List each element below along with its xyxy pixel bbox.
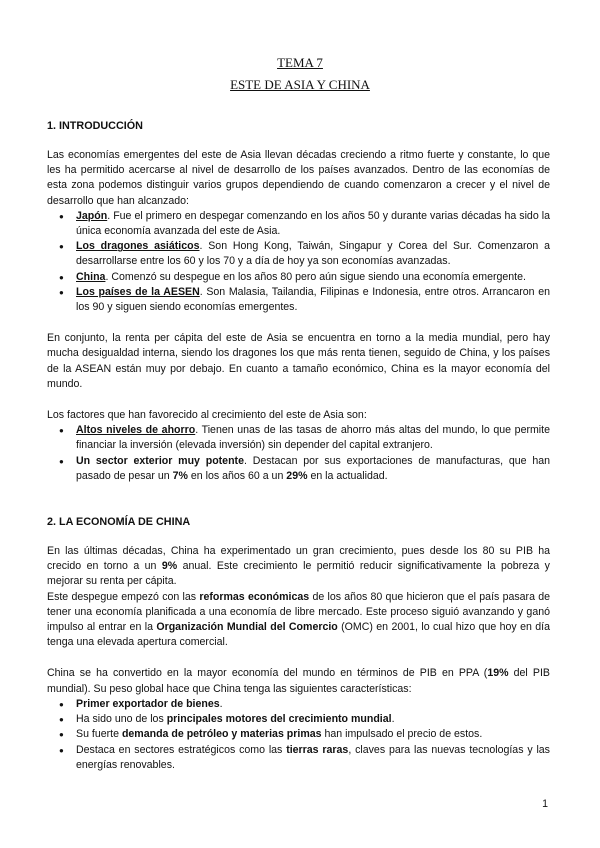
group-name: Japón	[76, 209, 108, 222]
page-subtitle: ESTE DE ASIA Y CHINA	[230, 77, 370, 92]
reforms-paragraph: Este despegue empezó con las reformas económicas de los años 80 que hicieron que el país pasara de tener una economía planificada a una economía de libre mercado. Este proceso siguió avanzando y ganó impulso al entrar en la Organización Mundial del Comercio (OMC) en 2001, lo cual hizo que hoy en día tenga una elevada apertura comercial.	[47, 590, 550, 649]
factors-list	[47, 423, 550, 484]
list-item: ● China. Comenzó su despegue en los años 80 pero aún sigue siendo una economía emergente.	[47, 270, 550, 285]
title-block	[0, 52, 600, 96]
ppa-paragraph: China se ha convertido en la mayor economía del mundo en términos de PIB en PPA (19% del PIB mundial). Su peso global hace que China tenga las siguientes características:	[47, 667, 550, 695]
growth-paragraph: En las últimas décadas, China ha experimentado un gran crecimiento, pues desde los 80 su PIB ha crecido en torno a un 9% anual. Este crecimiento le permitió reducir significativamente la pobreza y mejorar su renta per cápita.	[47, 545, 550, 588]
groups-list	[47, 209, 550, 315]
list-item: ● Los países de la AESEN. Son Malasia, Tailandia, Filipinas e Indonesia, entre otros. Arrancaron en los 90 y siguen siendo economías emergentes.	[47, 285, 550, 315]
renta-paragraph: En conjunto, la renta per cápita del este de Asia se encuentra en torno a la media mundial, pero hay mucha desigualdad interna, siendo los dragones los que más renta tienen, seguido de China, y los países de la ASEAN están muy por debajo. En cuanto a tamaño económico, China es la mayor economía del mundo.	[47, 332, 550, 390]
list-item: ● Destaca en sectores estratégicos como las tierras raras, claves para las nuevas tecnologías y las energías renovables.	[47, 743, 550, 773]
list-item: ● Primer exportador de bienes.	[47, 697, 550, 712]
factor-name: Altos niveles de ahorro	[76, 424, 196, 437]
page-number: 1	[542, 798, 548, 810]
factors-intro: Los factores que han favorecido al crecimiento del este de Asia son:	[47, 409, 367, 422]
list-item: ● Altos niveles de ahorro. Tienen unas de las tasas de ahorro más altas del mundo, lo que permite financiar la inversión (elevada inversión) sin depender del capital extranjero.	[47, 423, 550, 453]
section-heading-introduction: 1. INTRODUCCIÓN	[47, 120, 143, 132]
factor-name: Un sector exterior muy potente	[76, 454, 244, 467]
group-name: Los países de la AESEN	[76, 285, 200, 298]
group-name: China	[76, 270, 106, 283]
list-item: ● Los dragones asiáticos. Son Hong Kong, Taiwán, Singapur y Corea del Sur. Comenzaron a desarrollarse entre los 60 y los 70 y a día de hoy ya son economías avanzadas.	[47, 239, 550, 269]
group-name: Los dragones asiáticos	[76, 240, 200, 253]
list-item: ● Su fuerte demanda de petróleo y materias primas han impulsado el precio de estos.	[47, 727, 550, 742]
characteristics-list	[47, 697, 550, 773]
intro-paragraph: Las economías emergentes del este de Asia llevan décadas creciendo a ritmo fuerte y constante, lo que les ha permitido acercarse al nivel de desarrollo de los países avanzados. Dentro de las economías de esta zona podemos distinguir varios grupos dependiendo de cuando comenzaron a crecer y el nivel de desarrollo que han alcanzado:	[47, 149, 550, 207]
page-title: TEMA 7	[277, 55, 323, 70]
document-body	[47, 118, 550, 773]
section-heading-china: 2. LA ECONOMÍA DE CHINA	[47, 516, 191, 529]
list-item: ● Ha sido uno de los principales motores del crecimiento mundial.	[47, 712, 550, 727]
list-item: ● Japón. Fue el primero en despegar comenzando en los años 50 y durante varias décadas ha sido la única economía avanzada del este de Asia.	[47, 209, 550, 239]
list-item: ● Un sector exterior muy potente. Destacan por sus exportaciones de manufacturas, que han pasado de pesar un 7% en los años 60 a un 29% en la actualidad.	[47, 454, 550, 484]
